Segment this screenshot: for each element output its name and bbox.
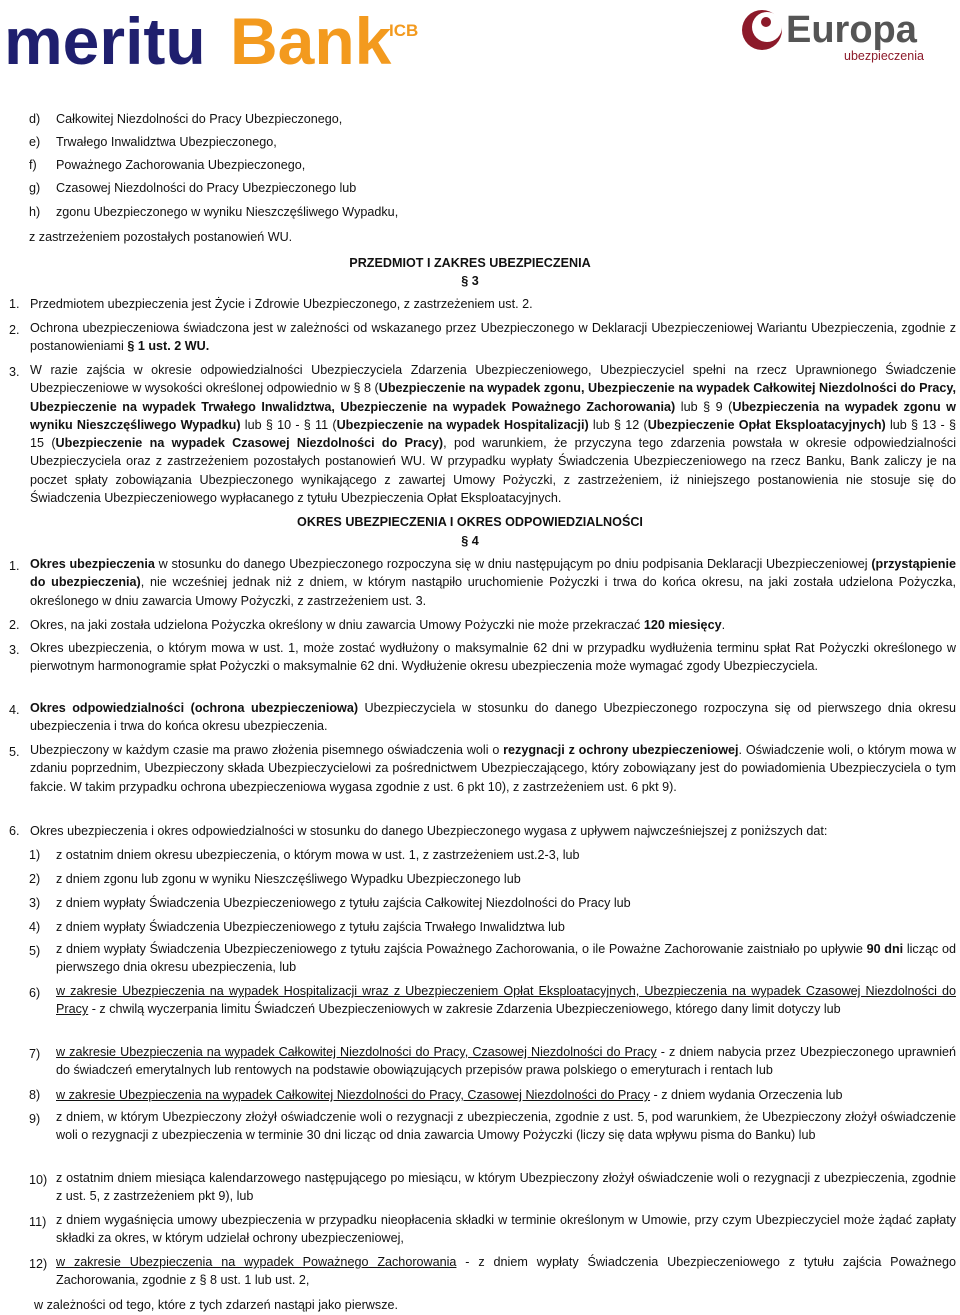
list-marker: 3) (29, 896, 41, 910)
list-item: w zakresie Ubezpieczenia na wypadek Hospitalizacji wraz z Ubezpieczeniem Opłat Eksploatacyjnych, Ubezpieczenia na wypadek Czasowej Niezdolności do Pracy - z chwilą wyczerpania limitu Świadczeń Ubezpieczeniowych w zakresie Zdarzenia Ubezpieczeniowego, którego dany limit dotyczy lub (56, 984, 956, 1017)
list-marker: 6) (29, 986, 41, 1000)
paragraph: Okres ubezpieczenia w stosunku do danego Ubezpieczonego rozpoczyna się w dniu następującym po dniu podpisania Deklaracji Ubezpieczeniowej (przystąpienie do ubezpieczenia), nie wcześniej jednak niż z dniem, w którym nastąpiło uruchomienie Pożyczki i trwa do końca okresu, na jaki została udzielona Pożyczka, określonego w dniu zawarcia Umowy Pożyczki, z zastrzeżeniem ust. 3. (30, 557, 956, 608)
paragraph: W razie zajścia w okresie odpowiedzialności Ubezpieczyciela Zdarzenia Ubezpieczeniowego, Ubezpieczyciel spełni na rzecz Uprawnionego Świadczenie Ubezpieczeniowe w wysokości określonej odpowiednio w § 8 (Ubezpieczenie na wypadek zgonu, Ubezpieczenie na wypadek Całkowitej Niezdolności do Pracy, Ubezpieczenie na wypadek Trwałego Inwalidztwa, Ubezpieczenie na wypadek Poważnego Zachorowania) lub § 9 (Ubezpieczenia na wypadek zgonu w wyniku Nieszczęśliwego Wypadku) lub § 10 - § 11 (Ubezpieczenie na wypadek Hospitalizacji) lub § 12 (Ubezpieczenie Opłat Eksploatacyjnych) lub § 13 - § 15 (Ubezpieczenie na wypadek Czasowej Niezdolności do Pracy), pod warunkiem, że przyczyna tego zdarzenia powstała w okresie odpowiedzialności Ubezpieczyciela oraz z zastrzeżeniem pozostałych postanowień WU. W przypadku wypłaty Świadczenia Ubezpieczeniowego na rzecz Banku, Bank zaliczy je na poczet spłaty zobowiązania Ubezpieczonego wynikającego z zawartej Umowy Pożyczki, z zastrzeżeniem, iż niniejszego postanowienia nie stosuje się do Świadczenia Ubezpieczeniowego wypłacanego z tytułu Ubezpieczenia Opłat Eksploatacyjnych. (30, 363, 957, 506)
list-item: zgonu Ubezpieczonego w wyniku Nieszczęśliwego Wypadku, (56, 205, 399, 219)
page-header (0, 0, 960, 80)
list-item: z dniem zgonu lub zgonu w wyniku Nieszczęśliwego Wypadku Ubezpieczonego lub (56, 872, 521, 886)
list-item: Czasowej Niezdolności do Pracy Ubezpieczonego lub (56, 181, 357, 195)
brand-left-suffix: ICB (389, 21, 419, 40)
list-item: Całkowitej Niezdolności do Pracy Ubezpieczonego, (56, 112, 343, 126)
list-marker: 1) (29, 848, 41, 862)
list-marker: 5) (29, 944, 41, 958)
list-marker: 2) (29, 872, 41, 886)
section-number: § 3 (461, 274, 479, 288)
section-heading: OKRES UBEZPIECZENIA I OKRES ODPOWIEDZIALNOŚCI (297, 515, 643, 529)
list-marker: 10) (29, 1173, 48, 1187)
list-marker: e) (29, 135, 41, 149)
list-marker: 7) (29, 1047, 41, 1061)
paragraph: Okres ubezpieczenia, o którym mowa w ust. 1, może zostać wydłużony o maksymalnie 62 dni w przypadku wydłużenia terminu spłat Rat Pożyczki określonego w pierwotnym harmonogramie spłat Pożyczki o maksymalnie 62 dni. Wydłużenie okresu ubezpieczenia może wymagać zgody Ubezpieczyciela. (30, 641, 956, 674)
europa-swirl-icon (742, 10, 782, 50)
list-marker: 12) (29, 1257, 48, 1271)
list-marker: 11) (29, 1215, 47, 1229)
brand-left-b-text: Bank (230, 4, 392, 76)
meritum-bank-logo (4, 4, 424, 76)
section-heading: PRZEDMIOT I ZAKRES UBEZPIECZENIA (349, 256, 591, 270)
list-marker: h) (29, 205, 41, 219)
paragraph: Ochrona ubezpieczeniowa świadczona jest w zależności od wskazanego przez Ubezpieczonego w Deklaracji Ubezpieczeniowej Wariantu Ubezpieczenia, zgodnie z postanowieniami § 1 ust. 2 WU. (30, 321, 956, 354)
brand-left-text: meritu (4, 4, 206, 76)
list-item: z dniem, w którym Ubezpieczony złożył oświadczenie woli o rezygnacji z ubezpieczenia, zgodnie z ust. 5, pod warunkiem, że Ubezpieczony złożył oświadczenie woli o rezygnacji z ubezpieczenia w terminie 30 dni licząc od dnia zawarcia Umowy Pożyczki (liczy się data wpływu pisma do Banku) lub (56, 1110, 956, 1143)
list-item: w zakresie Ubezpieczenia na wypadek Całkowitej Niezdolności do Pracy, Czasowej Niezdolności do Pracy - z dniem nabycia przez Ubezpieczonego uprawnień do świadczeń emerytalnych lub rentowych na podstawie obowiązujących przepisów prawa polskiego o emeryturach i rentach lub (56, 1045, 957, 1078)
list-item: z dniem wypłaty Świadczenia Ubezpieczeniowego z tytułu zajścia Trwałego Inwalidztwa lub (56, 920, 565, 934)
list-item: z ostatnim dniem miesiąca kalendarzowego następującego po miesiącu, w którym Ubezpieczony złożył oświadczenie woli o rezygnacji z ubezpieczenia, zgodnie z ust. 5, z zastrzeżeniem pkt 9), lub (56, 1171, 956, 1204)
list-marker: d) (29, 112, 41, 126)
list-marker: g) (29, 181, 41, 195)
list-item: z dniem wypłaty Świadczenia Ubezpieczeniowego z tytułu zajścia Całkowitej Niezdolności do Pracy lub (56, 896, 631, 910)
list-item: z ostatnim dniem okresu ubezpieczenia, o którym mowa w ust. 1, z zastrzeżeniem ust.2-3, lub (56, 848, 580, 862)
closing-text: w zależności od tego, które z tych zdarzeń nastąpi jako pierwsze. (34, 1298, 399, 1312)
list-item: w zakresie Ubezpieczenia na wypadek Poważnego Zachorowania - z dniem wypłaty Świadczenia Ubezpieczeniowego z tytułu zajścia Poważnego Zachorowania, zgodnie z § 8 ust. 1 lub ust. 2, (56, 1255, 957, 1288)
paragraph: Ubezpieczony w każdym czasie ma prawo złożenia pisemnego oświadczenia woli o rezygnacji z ochrony ubezpieczeniowej. Oświadczenie woli, o którym mowa w zdaniu poprzednim, Ubezpieczony składa Ubezpieczycielowi za pośrednictwem Ubezpieczającego, który zobowiązany jest do powiadomienia Ubezpieczyciela o tym fakcie. W takim przypadku ochrona ubezpieczeniowa wygasa zgodnie z ust. 6 pkt 10), z zastrzeżeniem ust. 6 pkt 9). (30, 743, 956, 794)
list-item: z dniem wygaśnięcia umowy ubezpieczenia w przypadku nieopłacenia składki w terminie określonym w Umowie, przy czym Ubezpieczyciel może żądać zapłaty składki za okres, w którym udzielał ochrony ubezpieczeniowej, (56, 1213, 956, 1246)
paragraph: Przedmiotem ubezpieczenia jest Życie i Zdrowie Ubezpieczonego, z zastrzeżeniem ust. 2. (30, 297, 533, 311)
list-marker: 9) (29, 1112, 41, 1126)
list-marker: 4) (29, 920, 41, 934)
list-item: z dniem wypłaty Świadczenia Ubezpieczeniowego z tytułu zajścia Poważnego Zachorowania, o ile Poważne Zachorowanie zaistniało po upływie 90 dni licząc od pierwszego dnia okresu ubezpieczenia, lub (56, 942, 956, 975)
paragraph: Okres, na jaki została udzielona Pożyczka określony w dniu zawarcia Umowy Pożyczki nie może przekraczać 120 miesięcy. (30, 618, 726, 632)
section-number: § 4 (461, 534, 479, 548)
europa-logo (740, 2, 954, 66)
list-item: Poważnego Zachorowania Ubezpieczonego, (56, 158, 306, 172)
list-marker: 8) (29, 1088, 41, 1102)
list-item: Trwałego Inwalidztwa Ubezpieczonego, (56, 135, 277, 149)
paragraph: z zastrzeżeniem pozostałych postanowień WU. (29, 230, 293, 244)
paragraph: Okres odpowiedzialności (ochrona ubezpieczeniowa) Ubezpieczyciela w stosunku do danego Ubezpieczonego rozpoczyna się od pierwszego dnia okresu ubezpieczenia i trwa do końca okresu ubezpieczenia. (30, 701, 956, 734)
brand-right-sub: ubezpieczenia (844, 49, 924, 63)
brand-right-text: Europa (786, 9, 917, 51)
list-marker: f) (29, 158, 37, 172)
list-item: w zakresie Ubezpieczenia na wypadek Całkowitej Niezdolności do Pracy, Czasowej Niezdolności do Pracy - z dniem wydania Orzeczenia lub (56, 1088, 843, 1102)
paragraph: Okres ubezpieczenia i okres odpowiedzialności w stosunku do danego Ubezpieczonego wygasa z upływem najwcześniejszej z poniższych dat: (30, 824, 828, 838)
